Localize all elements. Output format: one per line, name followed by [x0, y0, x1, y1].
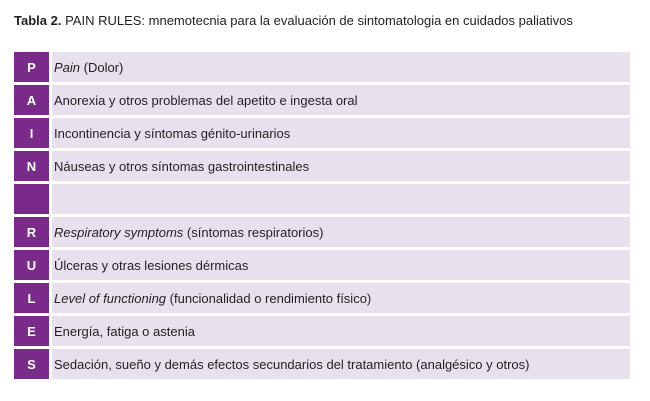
- row-text: Anorexia y otros problemas del apetito e ingesta oral: [54, 92, 358, 108]
- row-description: [52, 283, 630, 313]
- row-text: Sedación, sueño y demás efectos secundarios del tratamiento (analgésico y otros): [54, 356, 530, 372]
- row-description: [52, 349, 630, 379]
- table-row: [14, 52, 630, 82]
- table-row: [14, 118, 630, 148]
- table-row: [14, 85, 630, 115]
- row-text: (Dolor): [80, 59, 124, 75]
- row-text: Náuseas y otros síntomas gastrointestinales: [54, 158, 310, 174]
- row-description: [52, 250, 630, 280]
- row-text: (funcionalidad o rendimiento físico): [166, 290, 372, 306]
- row-term: Level of functioning: [54, 290, 167, 306]
- row-letter: L: [14, 283, 49, 313]
- table-row: [14, 151, 630, 181]
- table-row: [14, 349, 630, 379]
- table-row: [14, 217, 630, 247]
- row-letter: N: [14, 151, 49, 181]
- table-row: [14, 316, 630, 346]
- table-caption: [14, 13, 573, 29]
- row-description: [52, 151, 630, 181]
- row-letter: [14, 184, 49, 214]
- table-row: [14, 250, 630, 280]
- row-description: [52, 184, 630, 214]
- row-letter: U: [14, 250, 49, 280]
- caption-label: Tabla 2.: [14, 13, 62, 28]
- row-text: (síntomas respiratorios): [183, 224, 324, 240]
- row-term: Respiratory symptoms: [54, 224, 184, 240]
- row-letter: R: [14, 217, 49, 247]
- row-letter: I: [14, 118, 49, 148]
- row-description: [52, 52, 630, 82]
- row-description: [52, 316, 630, 346]
- row-letter: S: [14, 349, 49, 379]
- row-description: [52, 118, 630, 148]
- pain-rules-table: [14, 52, 630, 382]
- row-description: [52, 217, 630, 247]
- caption-text: PAIN RULES: mnemotecnia para la evaluación de sintomatologia en cuidados paliativos: [65, 13, 573, 28]
- row-letter: A: [14, 85, 49, 115]
- row-text: Incontinencia y síntomas génito-urinarios: [54, 125, 291, 141]
- row-text: Energía, fatiga o astenia: [54, 323, 195, 339]
- row-term: Pain: [54, 59, 81, 75]
- row-description: [52, 85, 630, 115]
- row-text: Úlceras y otras lesiones dérmicas: [54, 257, 249, 273]
- row-letter: P: [14, 52, 49, 82]
- table-row-empty: [14, 184, 630, 214]
- table-row: [14, 283, 630, 313]
- row-letter: E: [14, 316, 49, 346]
